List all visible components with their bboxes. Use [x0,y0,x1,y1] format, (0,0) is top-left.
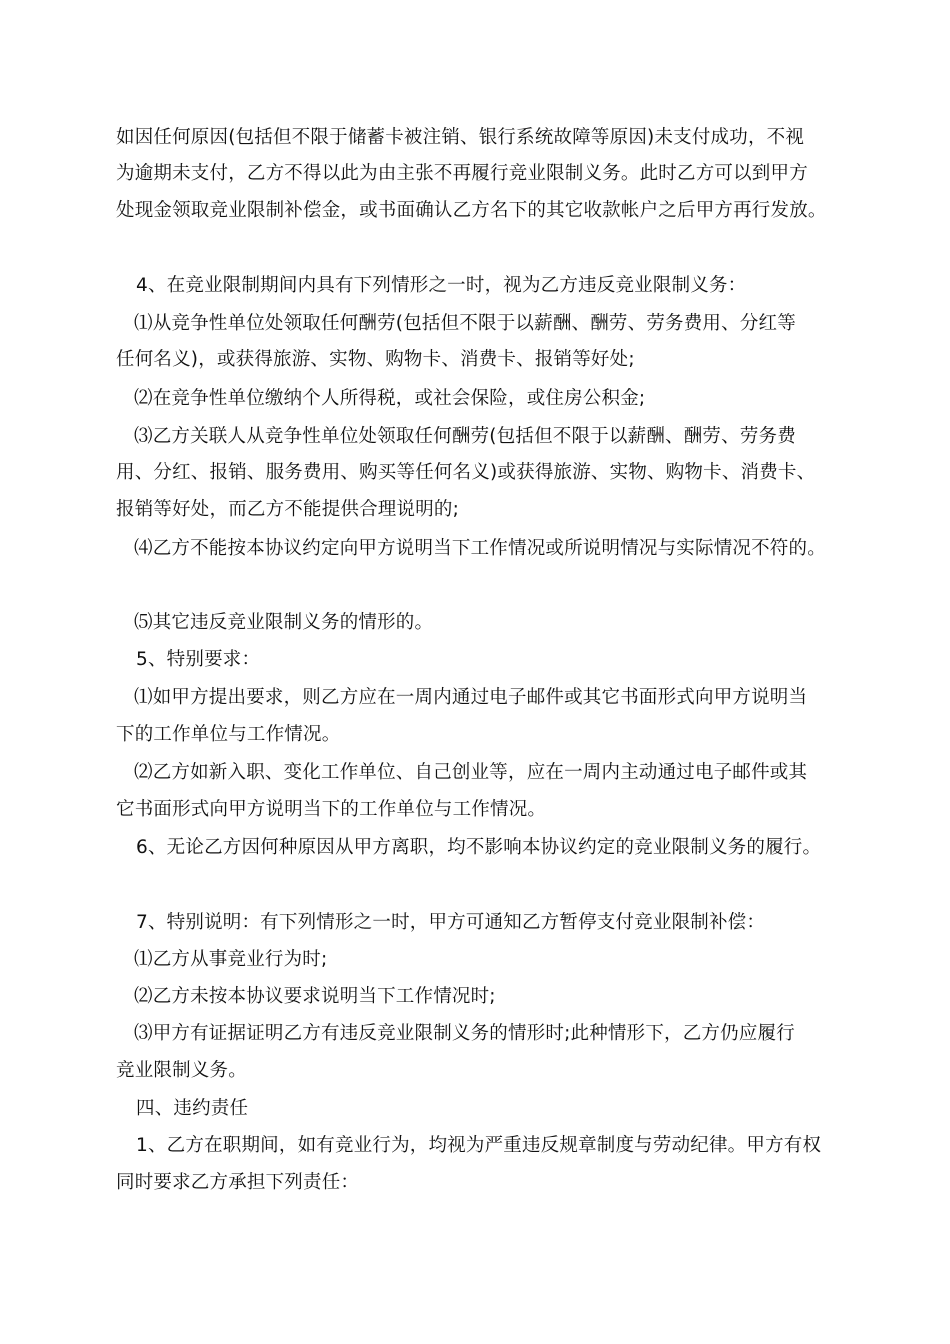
item5-sub2-line1: ⑵乙方如新入职、变化工作单位、自己创业等，应在一周内主动通过电子邮件或其 [134,762,808,783]
item7-sub3-line1: ⑶甲方有证据证明乙方有违反竞业限制义务的情形时;此种情形下，乙方仍应履行 [134,1023,795,1044]
item5-sub1-line2: 下的工作单位与工作情况。 [116,724,341,745]
item7-sub3-line2: 竞业限制义务。 [116,1060,247,1081]
item4-sub1-line2: 任何名义)，或获得旅游、实物、购物卡、消费卡、报销等好处; [116,349,635,370]
item4-sub1-line1: ⑴从竞争性单位处领取任何酬劳(包括但不限于以薪酬、酬劳、劳务费用、分红等 [134,313,796,334]
item4-sub3-line2: 用、分红、报销、服务费用、购买等任何名义)或获得旅游、实物、购物卡、消费卡、 [116,462,816,483]
item4-heading: 4、在竞业限制期间内具有下列情形之一时，视为乙方违反竞业限制义务： [136,275,747,296]
item5-heading: 5、特别要求： [136,649,261,670]
item4-sub4: ⑷乙方不能按本协议约定向甲方说明当下工作情况或所说明情况与实际情况不符的。 [134,538,826,559]
item4-sub3-line3: 报销等好处，而乙方不能提供合理说明的; [116,499,460,520]
item7-heading: 7、特别说明：有下列情形之一时，甲方可通知乙方暂停支付竞业限制补偿： [136,912,766,933]
paragraph-line: 为逾期未支付，乙方不得以此为由主张不再履行竞业限制义务。此时乙方可以到甲方 [116,163,808,184]
paragraph-line: 如因任何原因(包括但不限于储蓄卡被注销、银行系统故障等原因)未支付成功，不视 [116,127,805,148]
section4-heading: 四、违约责任 [136,1098,249,1119]
section4-item1-line1: 1、乙方在职期间，如有竞业行为，均视为严重违反规章制度与劳动纪律。甲方有权 [136,1135,822,1156]
item7-sub1: ⑴乙方从事竞业行为时; [134,949,328,970]
item4-sub5: ⑸其它违反竞业限制义务的情形的。 [134,612,434,633]
item7-sub2: ⑵乙方未按本协议要求说明当下工作情况时; [134,986,496,1007]
item4-sub3-line1: ⑶乙方关联人从竞争性单位处领取任何酬劳(包括但不限于以薪酬、酬劳、劳务费 [134,426,796,447]
item5-sub1-line1: ⑴如甲方提出要求，则乙方应在一周内通过电子邮件或其它书面形式向甲方说明当 [134,687,808,708]
paragraph-line: 处现金领取竞业限制补偿金，或书面确认乙方名下的其它收款帐户之后甲方再行发放。 [116,200,827,221]
item4-sub2: ⑵在竞争性单位缴纳个人所得税，或社会保险，或住房公积金; [134,388,646,409]
section4-item1-line2: 同时要求乙方承担下列责任： [116,1172,360,1193]
item6: 6、无论乙方因何种原因从甲方离职，均不影响本协议约定的竞业限制义务的履行。 [136,837,822,858]
item5-sub2-line2: 它书面形式向甲方说明当下的工作单位与工作情况。 [116,799,547,820]
